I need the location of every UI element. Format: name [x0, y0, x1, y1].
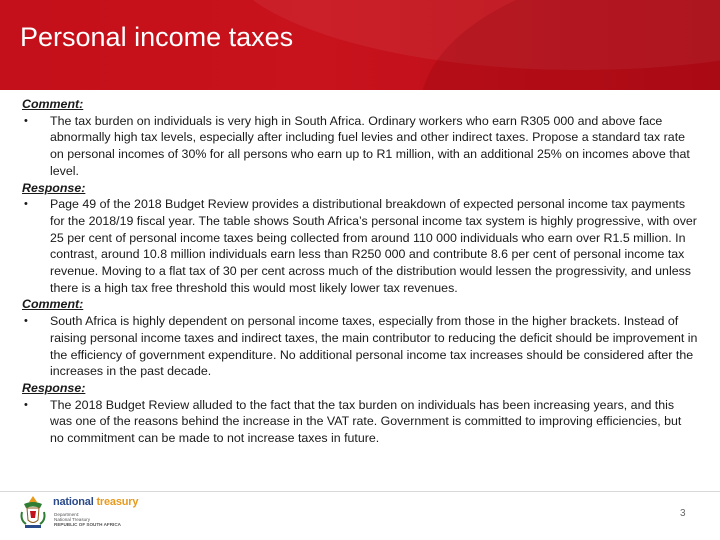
slide-body: [22, 96, 698, 447]
bullet-text: The tax burden on individuals is very high in South Africa. Ordinary workers who earn R305 000 and above face abnormally high tax levels, especially after including fuel levies and other indirect taxes. Propose a standard tax rate on personal incomes of 30% for all persons who earn up to R1 million, with an additional 25% on incomes above that level.: [50, 113, 690, 178]
slide-title: Personal income taxes: [20, 22, 294, 52]
bullet-icon: •: [24, 114, 28, 127]
bullet-icon: •: [24, 315, 28, 328]
bullet-item: [22, 196, 698, 296]
footer-divider: [0, 491, 720, 492]
bullet-icon: •: [24, 198, 28, 211]
national-treasury-logo: [18, 494, 138, 530]
response-label: Response:: [22, 380, 86, 395]
logo-country-line: REPUBLIC OF SOUTH AFRICA: [54, 522, 121, 527]
title-banner: [0, 0, 720, 90]
bullet-item: [22, 397, 698, 447]
logo-department-line: Department:: [54, 512, 80, 517]
bullet-icon: •: [24, 398, 28, 411]
bullet-text: The 2018 Budget Review alluded to the fact that the tax burden on individuals has been increasing years, and this was one of the reasons behind the increase in the VAT rate. Government is committed to improving efficiencies, but no commitment can be made to not increase taxes in future.: [50, 397, 682, 446]
bullet-item: [22, 313, 698, 380]
bullet-text: Page 49 of the 2018 Budget Review provides a distributional breakdown of expected personal income tax payments for the 2018/19 fiscal year. The table shows South Africa’s personal income tax system is highly progressive, with over 25 per cent of personal income taxes being collected from around 110 000 individuals who earn over R1.5 million. In contrast, around 10.8 million individuals earn less than R250 000 and contribute 8.6 per cent of personal income tax revenue. Moving to a flat tax of 30 per cent across much of the distribution would lessen the progressivity, and unless there is a high tax free threshold this would most likely lower tax revenues.: [50, 197, 697, 295]
logo-treasury-line: National Treasury: [54, 517, 91, 522]
logo-wordmark-part2: treasury: [96, 496, 139, 508]
logo-wordmark: [53, 496, 138, 508]
comment-label: Comment:: [22, 97, 84, 111]
logo-wordmark-part1: national: [53, 496, 94, 508]
bullet-text: South Africa is highly dependent on personal income taxes, especially from those in the higher brackets. Instead of raising personal income taxes and indirect taxes, the main contributor to reducing the deficit should be improvement in the efficiency of government expenditure. No additional personal income tax increases should be considered after the increases in the past decade.: [50, 314, 698, 379]
page-number: 3: [680, 508, 686, 519]
comment-label: Comment:: [22, 297, 84, 312]
bullet-item: [22, 113, 698, 180]
response-label: Response:: [22, 180, 86, 195]
coat-of-arms-icon: [18, 494, 48, 530]
